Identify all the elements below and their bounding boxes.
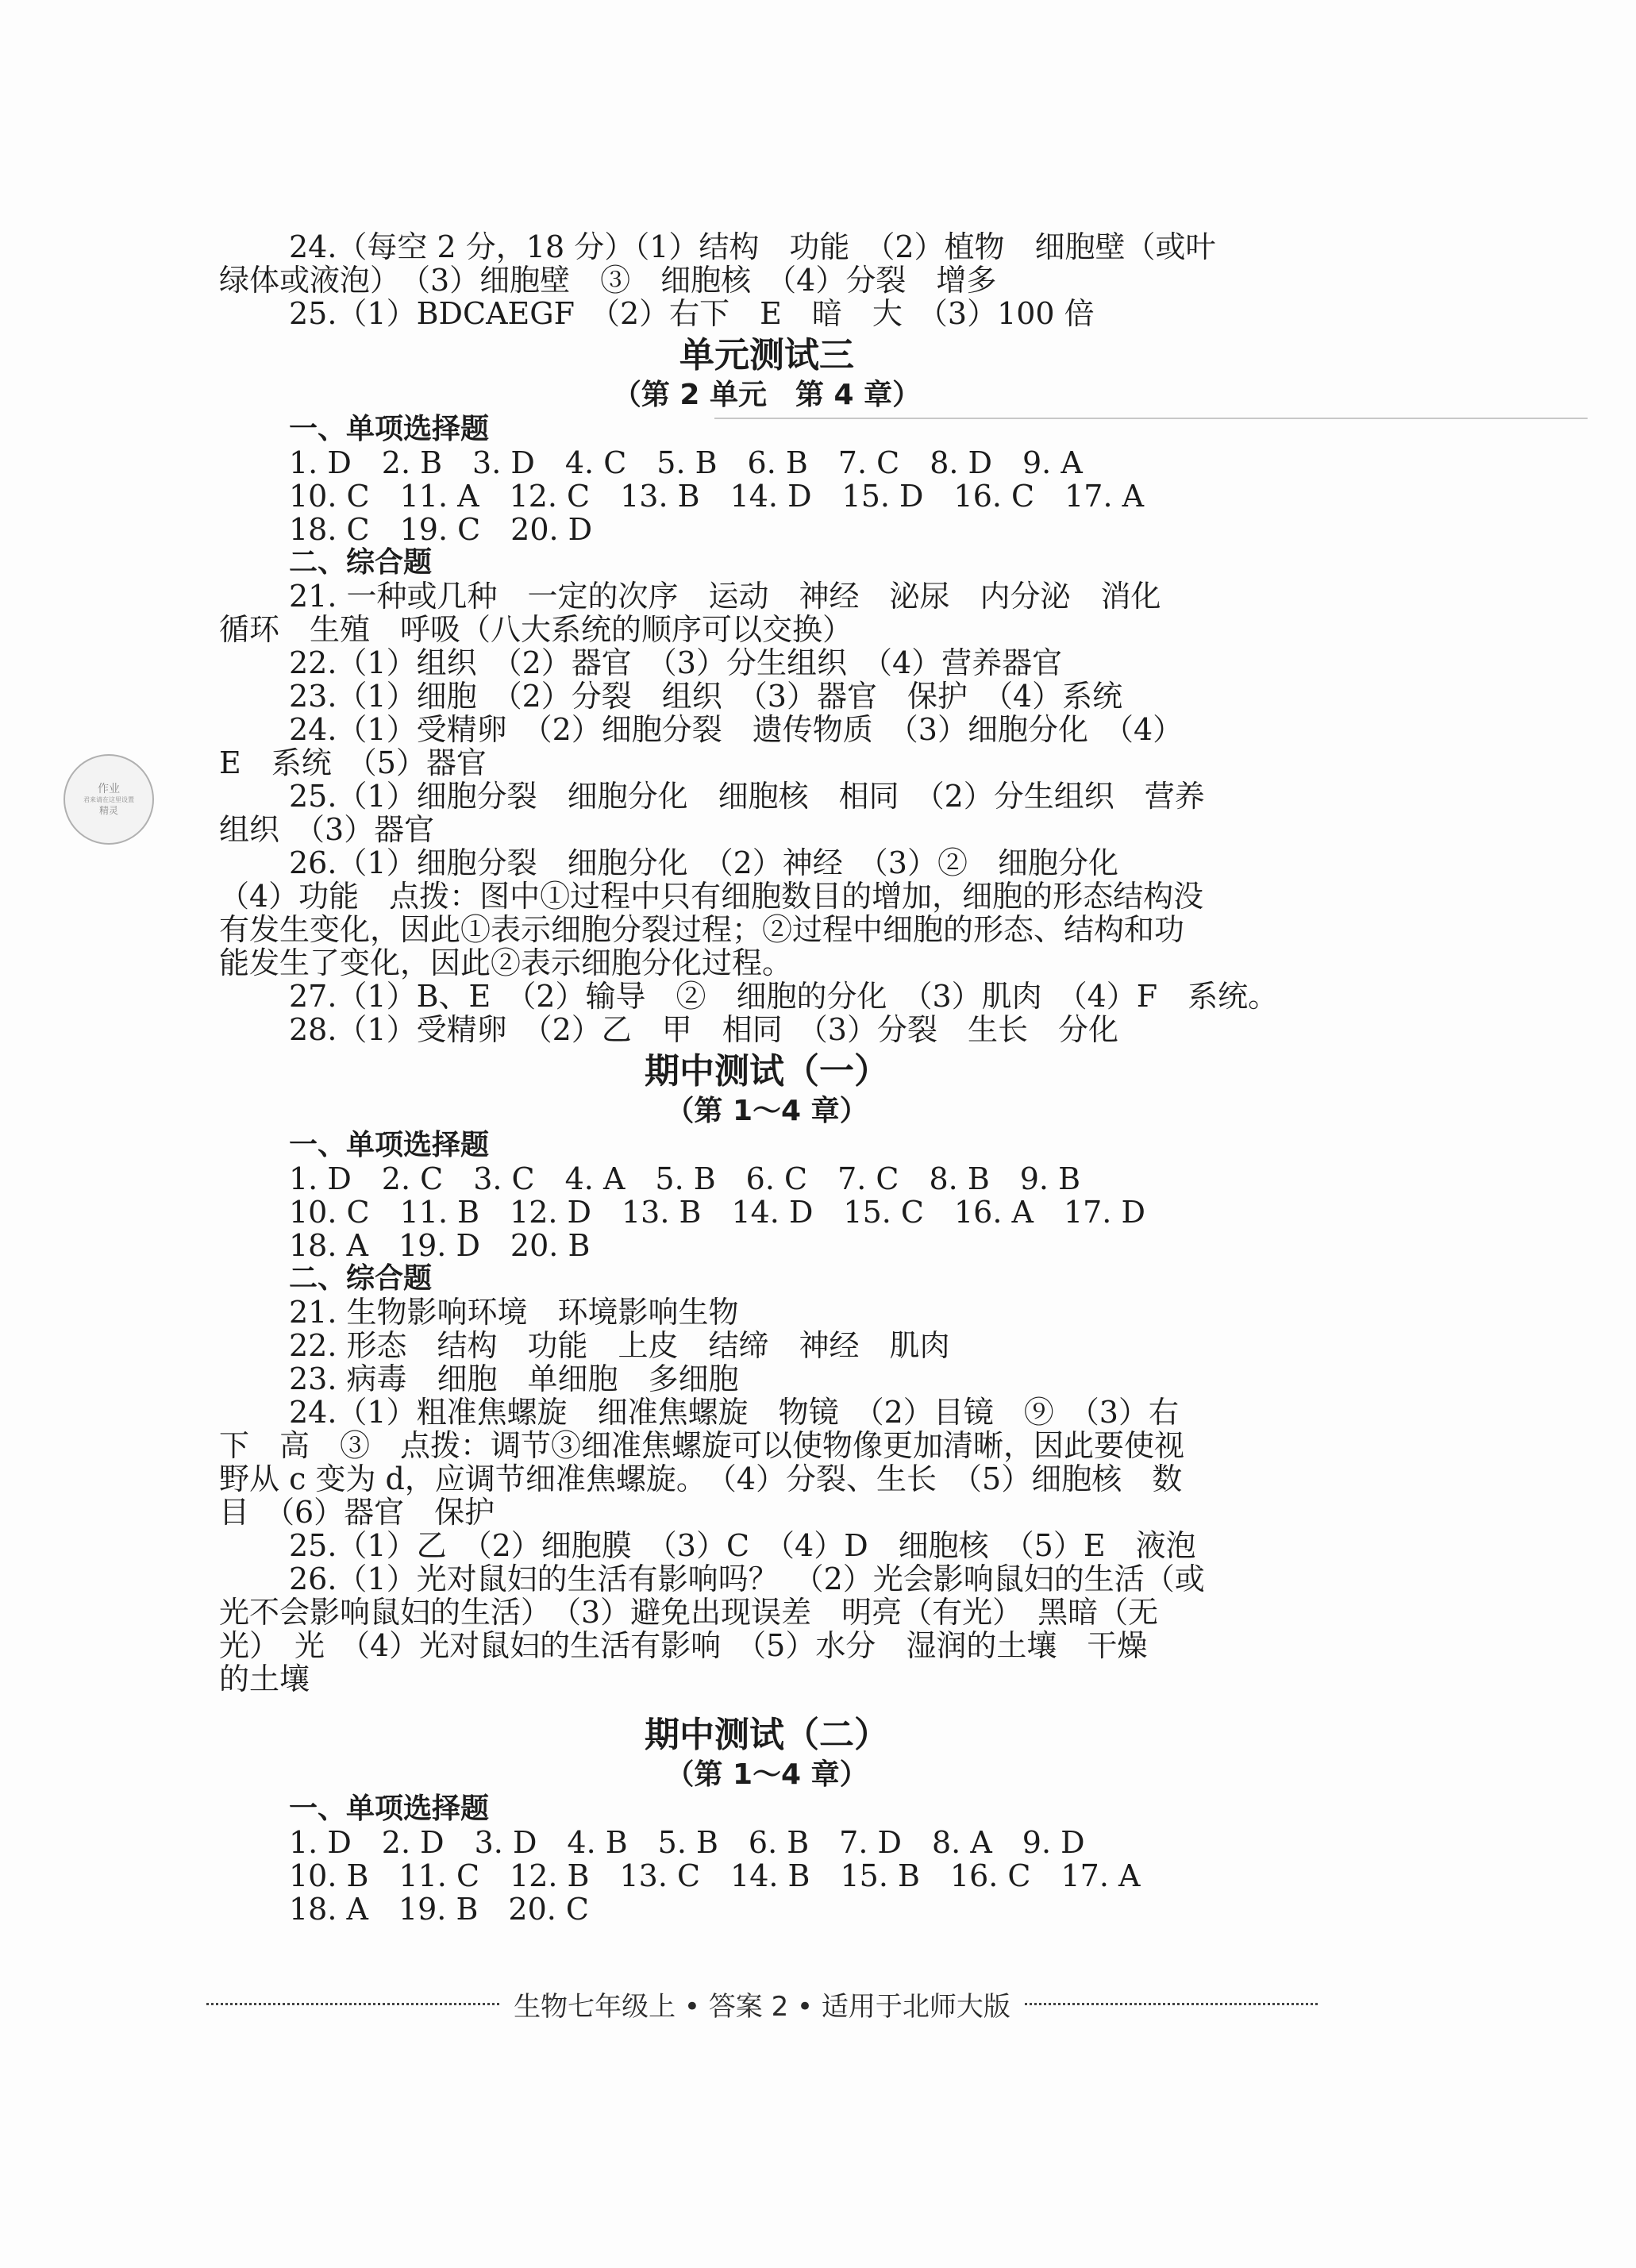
homework-stamp xyxy=(64,754,154,845)
answer-line: 光不会影响鼠妇的生活） （3）避免出现误差 明亮（有光） 黑暗（无 xyxy=(219,1595,1159,1630)
answer-line: 24.（每空 2 分，18 分）（1）结构 功能 （2）植物 细胞壁（或叶 xyxy=(289,229,1216,264)
section-subtitle: （第 1～4 章） xyxy=(665,1758,868,1791)
answer-line: 有发生变化，因此①表示细胞分裂过程；②过程中细胞的形态、结构和功 xyxy=(219,912,1185,947)
part-heading: 一、单项选择题 xyxy=(289,1792,490,1825)
part-heading: 二、综合题 xyxy=(289,546,433,579)
answer-line: 组织 （3）器官 xyxy=(219,812,435,847)
answer-line: 22. 形态 结构 功能 上皮 结缔 神经 肌肉 xyxy=(289,1328,950,1363)
answer-line: 25.（1）BDCAEGF （2）右下 E 暗 大 （3）100 倍 xyxy=(289,296,1095,331)
answer-line: 循环 生殖 呼吸（八大系统的顺序可以交换） xyxy=(219,612,853,647)
section-title: 单元测试三 xyxy=(679,335,854,375)
mc-line: 1. D 2. D 3. D 4. B 5. B 6. B 7. D 8. A 9. D xyxy=(289,1825,1085,1860)
answer-line: 能发生了变化，因此②表示细胞分化过程。 xyxy=(219,945,793,980)
answer-line: 26.（1）光对鼠妇的生活有影响吗？ （2）光会影响鼠妇的生活（或 xyxy=(289,1561,1205,1596)
answer-line: 22.（1）组织 （2）器官 （3）分生组织 （4）营养器官 xyxy=(289,645,1063,680)
answer-line: 23.（1）细胞 （2）分裂 组织 （3）器官 保护 （4）系统 xyxy=(289,679,1123,714)
mc-line: 18. A 19. D 20. B xyxy=(289,1228,591,1263)
answer-line: 28.（1）受精卵 （2）乙 甲 相同 （3）分裂 生长 分化 xyxy=(289,1012,1118,1047)
stamp-line2: 君来请在这里设置 xyxy=(83,796,134,803)
mc-line: 1. D 2. B 3. D 4. C 5. B 6. B 7. C 8. D 9. A xyxy=(289,445,1083,480)
mc-line: 10. B 11. C 12. B 13. C 14. B 15. B 16. C 17. A xyxy=(289,1858,1141,1893)
mc-line: 10. C 11. A 12. C 13. B 14. D 15. D 16. C 17. A xyxy=(289,479,1145,514)
answer-line: 下 高 ③ 点拨：调节③细准焦螺旋可以使物像更加清晰，因此要使视 xyxy=(219,1428,1185,1463)
footer-dotted-rule-left xyxy=(206,2003,499,2005)
answer-line: 的土壤 xyxy=(219,1662,310,1696)
answer-line: 绿体或液泡） （3）细胞壁 ③ 细胞核 （4）分裂 增多 xyxy=(219,263,997,298)
section-subtitle: （第 1～4 章） xyxy=(665,1095,868,1127)
part-heading: 一、单项选择题 xyxy=(289,413,490,445)
answer-line: E 系统 （5）器官 xyxy=(219,745,487,780)
answer-line: 24.（1）粗准焦螺旋 细准焦螺旋 物镜 （2）目镜 ⑨ （3）右 xyxy=(289,1395,1179,1430)
answer-line: 目 （6）器官 保护 xyxy=(219,1495,495,1530)
answer-line: 25.（1）乙 （2）细胞膜 （3）C （4）D 细胞核 （5）E 液泡 xyxy=(289,1528,1196,1563)
section-title: 期中测试（一） xyxy=(645,1051,889,1092)
stamp-line3: 精灵 xyxy=(98,805,118,816)
footer-dotted-rule-right xyxy=(1025,2003,1318,2005)
answer-line: 21. 生物影响环境 环境影响生物 xyxy=(289,1295,739,1330)
answer-line: 27.（1）B、E （2）输导 ② 细胞的分化 （3）肌肉 （4）F 系统。 xyxy=(289,979,1279,1014)
answer-content xyxy=(219,230,1315,1926)
section-subtitle: （第 2 单元 第 4 章） xyxy=(612,379,922,411)
answer-line: 野从 c 变为 d，应调节细准焦螺旋。 （4）分裂、生长 （5）细胞核 数 xyxy=(219,1461,1183,1496)
answer-line: 21. 一种或几种 一定的次序 运动 神经 泌尿 内分泌 消化 xyxy=(289,579,1161,614)
mc-line: 1. D 2. C 3. C 4. A 5. B 6. C 7. C 8. B 9. B xyxy=(289,1161,1080,1196)
footer-text: 生物七年级上 • 答案 2 • 适用于北师大版 xyxy=(514,1991,1010,2023)
answer-line: （4）功能 点拨：图中①过程中只有细胞数目的增加，细胞的形态结构没 xyxy=(219,879,1204,914)
mc-line: 10. C 11. B 12. D 13. B 14. D 15. C 16. A 17. D xyxy=(289,1195,1145,1230)
stamp-line1: 作业 xyxy=(98,783,120,795)
mc-line: 18. A 19. B 20. C xyxy=(289,1892,589,1927)
page-footer xyxy=(206,1985,1318,2023)
answer-line: 23. 病毒 细胞 单细胞 多细胞 xyxy=(289,1361,739,1396)
section-title: 期中测试（二） xyxy=(645,1715,889,1755)
answer-line: 光） 光 （4）光对鼠妇的生活有影响 （5）水分 湿润的土壤 干燥 xyxy=(219,1628,1148,1663)
mc-line: 18. C 19. C 20. D xyxy=(289,512,593,547)
answer-line: 24.（1）受精卵 （2）细胞分裂 遗传物质 （3）细胞分化 （4） xyxy=(289,712,1184,747)
part-heading: 二、综合题 xyxy=(289,1262,433,1295)
part-heading: 一、单项选择题 xyxy=(289,1129,490,1161)
answer-line: 26.（1）细胞分裂 细胞分化 （2）神经 （3）② 细胞分化 xyxy=(289,845,1118,880)
answer-line: 25.（1）细胞分裂 细胞分化 细胞核 相同 （2）分生组织 营养 xyxy=(289,779,1205,814)
